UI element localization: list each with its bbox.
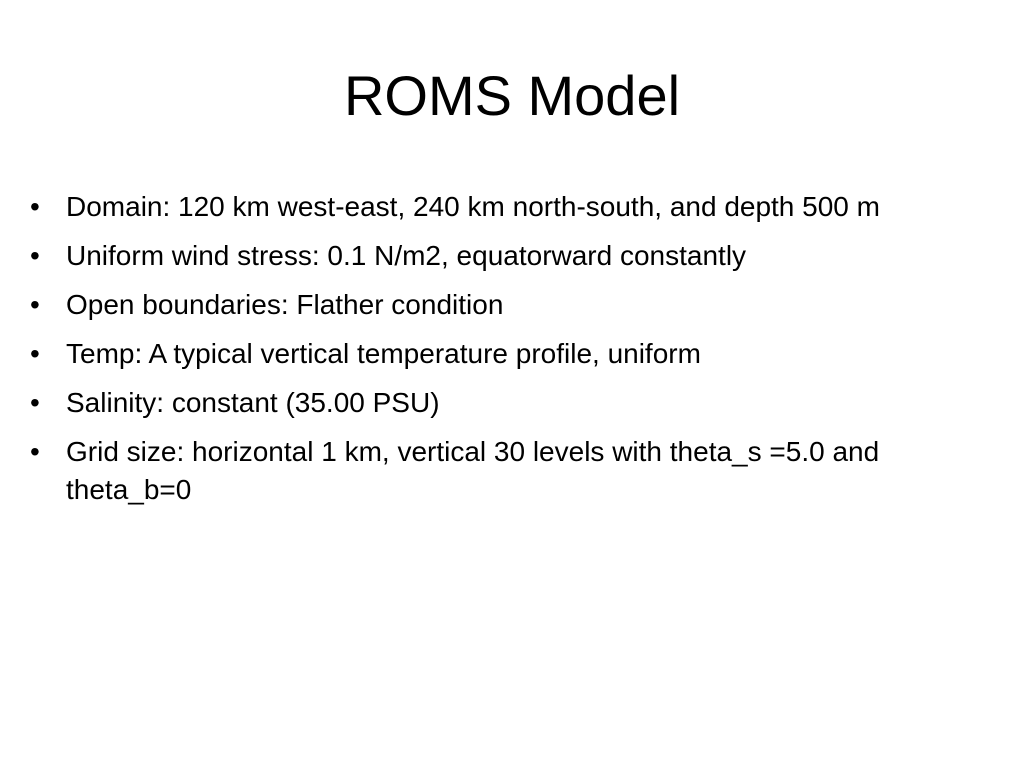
bullet-marker: • [30,240,40,271]
bullet-item-temperature [30,335,970,373]
bullet-list [30,188,970,520]
bullet-item-grid-size [30,433,970,509]
bullet-marker: • [30,289,40,320]
bullet-text: Temp: A typical vertical temperature profile, uniform [66,338,701,369]
bullet-marker: • [30,191,40,222]
bullet-text: Open boundaries: Flather condition [66,289,504,320]
bullet-marker: • [30,436,40,467]
bullet-text: Uniform wind stress: 0.1 N/m2, equatorward constantly [66,240,747,271]
bullet-marker: • [30,387,40,418]
bullet-marker: • [30,338,40,369]
bullet-item-wind-stress [30,237,970,275]
slide-title: ROMS Model [343,64,681,127]
bullet-text: Domain: 120 km west-east, 240 km north-south, and depth 500 m [66,191,880,222]
bullet-item-salinity [30,384,970,422]
bullet-item-domain [30,188,970,226]
bullet-item-open-boundaries [30,286,970,324]
bullet-text: Salinity: constant (35.00 PSU) [66,387,440,418]
bullet-text: Grid size: horizontal 1 km, vertical 30 levels with theta_s =5.0 and theta_b=0 [66,436,880,505]
